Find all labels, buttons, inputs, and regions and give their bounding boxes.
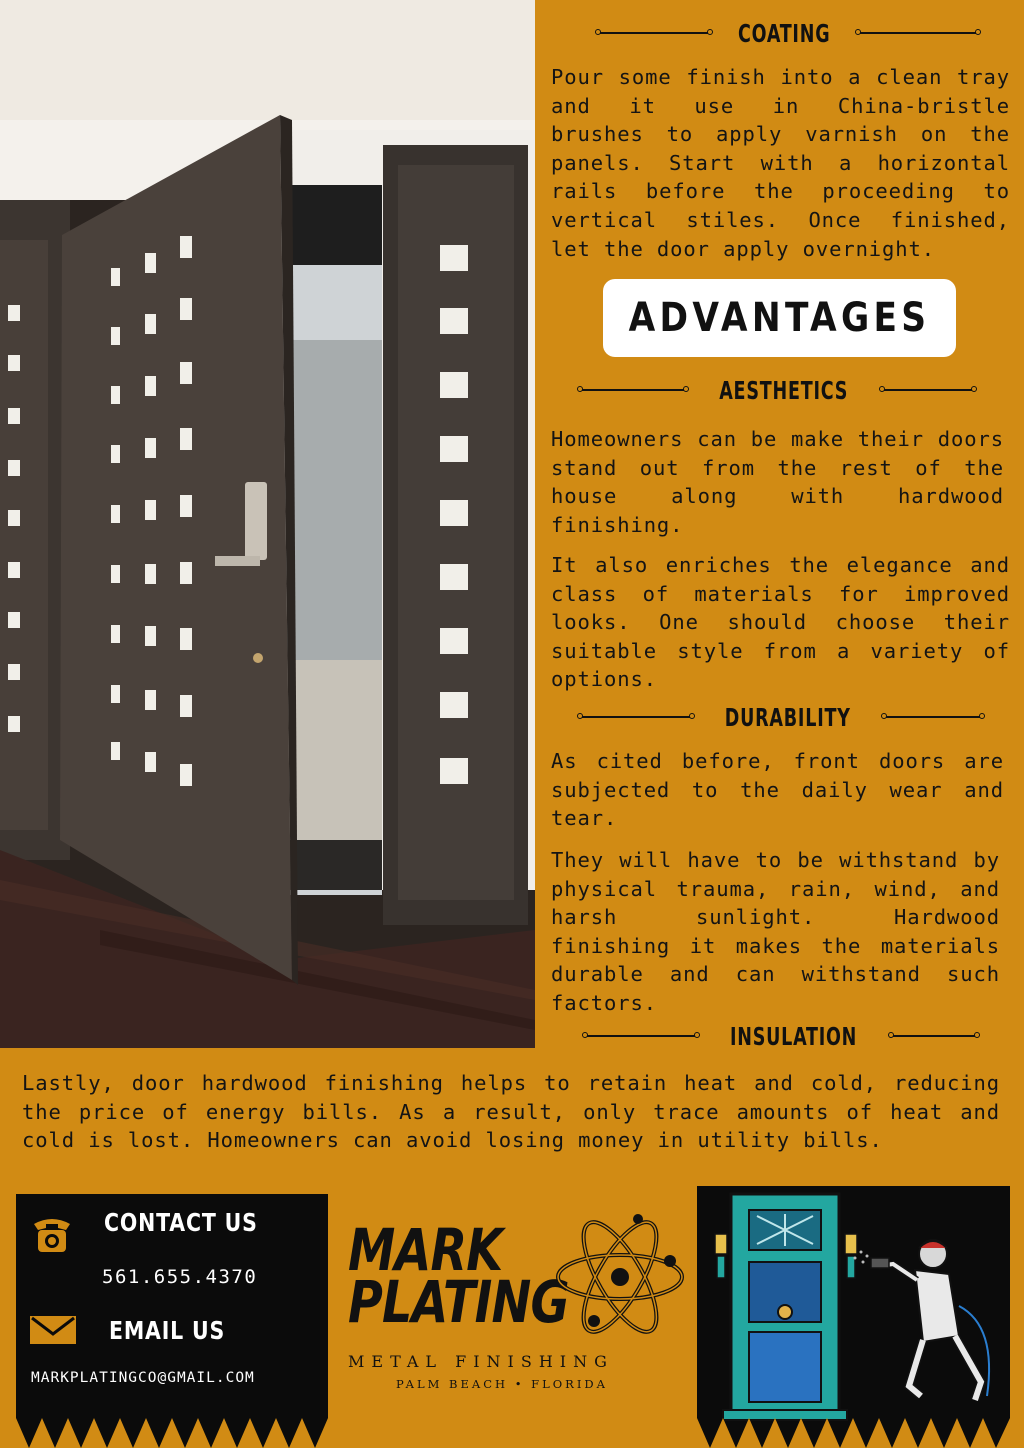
illustration-panel [697,1186,1010,1448]
insulation-heading [587,1017,975,1055]
durability-text-1: As cited before, front doors are subjected to the daily wear and tear. [551,749,1004,831]
phone-icon [30,1212,74,1256]
door-photo [0,0,535,1048]
durability-heading [587,698,975,736]
durability-text-2: They will have to be withstand by physical trauma, rain, wind, and harsh sunlight. Hardwood finishing it makes the materials durable and can withstand such factors. [551,848,1000,1015]
phone-number[interactable]: 561.655.4370 [102,1266,258,1288]
contact-panel [16,1194,328,1448]
durability-heading-label: DURABILITY [725,702,851,732]
contact-us-title: CONTACT US [104,1208,258,1237]
aesthetics-text-2: It also enriches the elegance and class of materials for improved looks. One should choose their suitable style from a variety of options. [551,553,1010,692]
insulation-heading-label: INSULATION [730,1021,858,1051]
logo-line-1: MARK [348,1216,503,1284]
mark-plating-logo [340,1205,690,1405]
envelope-icon [28,1312,78,1348]
logo-line-2: PLATING [348,1268,569,1336]
door-illustration [723,1194,847,1420]
coating-heading-label: COATING [737,18,831,48]
aesthetics-heading-label: AESTHETICS [719,375,849,405]
atom-icon [550,1209,690,1345]
advantages-title: ADVANTAGES [628,295,931,341]
logo-location: PALM BEACH • FLORIDA [396,1377,608,1391]
insulation-text: Lastly, door hardwood finishing helps to retain heat and cold, reducing the price of energy bills. As a result, only trace amounts of heat and cold is lost. Homeowners can avoid losing money in utility bills. [22,1071,1000,1153]
email-us-title: EMAIL US [109,1316,226,1345]
painter-illustration [854,1240,990,1400]
email-address[interactable]: MARKPLATINGCO@GMAIL.COM [31,1370,255,1386]
logo-tagline: METAL FINISHING [348,1352,614,1371]
aesthetics-heading [583,371,971,409]
zigzag-border [16,1418,328,1448]
coating-text: Pour some finish into a clean tray and it use in China-bristle brushes to apply varnish on the panels. Start with a horizontal rails before the proceeding to vertical stiles. Once finished, let the door apply overnight. [551,65,1010,261]
aesthetics-text-1: Homeowners can be make their doors stand out from the rest of the house along with hardwood finishing. [551,427,1004,537]
coating-heading [592,14,984,52]
advantages-banner [603,279,956,357]
